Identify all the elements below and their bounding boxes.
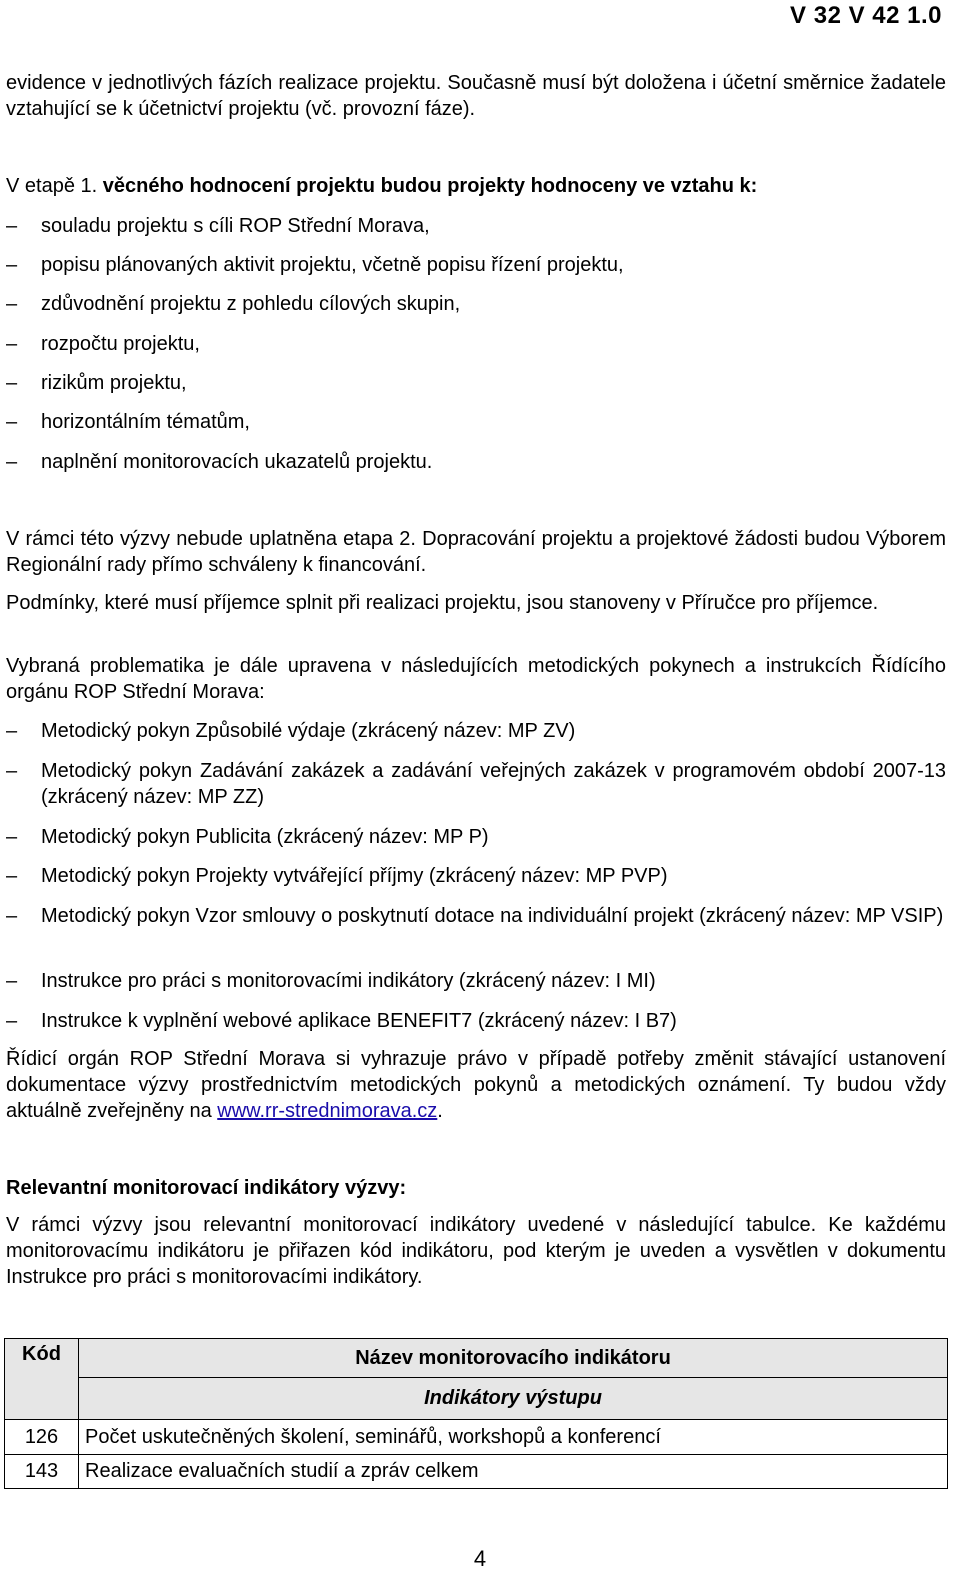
header-indicator-name: Název monitorovacího indikátoru xyxy=(79,1339,948,1378)
bullet-dash: – xyxy=(6,293,18,315)
bullet-dash: – xyxy=(6,333,18,355)
list-item-text: popisu plánovaných aktivit projektu, včetně popisu řízení projektu, xyxy=(41,254,624,276)
bullet-dash: – xyxy=(6,451,18,473)
list-item xyxy=(6,409,946,435)
bullet-dash: – xyxy=(6,372,18,394)
list-item-text: Metodický pokyn Projekty vytvářející příjmy (zkrácený název: MP PVP) xyxy=(41,865,668,887)
bullet-dash: – xyxy=(6,411,18,433)
subheader-output-indicators: Indikátory výstupu xyxy=(79,1378,948,1420)
page-number: 4 xyxy=(473,1546,487,1571)
list-item-text: Metodický pokyn Vzor smlouvy o poskytnutí dotace na individuální projekt (zkrácený název: MP VSIP) xyxy=(41,905,944,927)
bullet-dash: – xyxy=(6,254,18,276)
intro-paragraph: evidence v jednotlivých fázích realizace projektu. Současně musí být doložena i účetní směrnice žadatele vztahující se k účetnictví projektu (vč. provozní fáze). xyxy=(6,72,946,120)
bullet-dash: – xyxy=(6,970,18,992)
list-item xyxy=(6,758,946,810)
table-row xyxy=(5,1420,948,1455)
list-item xyxy=(6,1008,946,1034)
row-code: 126 xyxy=(5,1420,79,1455)
indicators-table xyxy=(4,1338,948,1489)
list-item xyxy=(6,718,946,744)
reserve-text: Řídicí orgán ROP Střední Morava si vyhrazuje právo v případě potřeby změnit stávající ustanovení dokumentace výzvy prostřednictvím metodických pokynů a metodických oznámení. Ty budou vždy aktuálně zveřejněny na xyxy=(6,1048,946,1122)
indicators-paragraph: V rámci výzvy jsou relevantní monitorovací indikátory uvedené v následující tabulce. Ke každému monitorovacímu indikátoru je přiřazen kód indikátoru, pod kterým je uveden a vysvětlen v dokumentu Instrukce pro práci s monitorovacími indikátory. xyxy=(6,1214,946,1288)
list-item-text: Instrukce k vyplnění webové aplikace BENEFIT7 (zkrácený název: I B7) xyxy=(41,1010,677,1032)
conditions-paragraph: Podmínky, které musí příjemce splnit při realizaci projektu, jsou stanoveny v Příručce pro příjemce. xyxy=(6,592,879,614)
indicators-heading: Relevantní monitorovací indikátory výzvy: xyxy=(6,1177,407,1199)
list-item xyxy=(6,968,946,994)
bullet-dash: – xyxy=(6,760,18,782)
bullet-dash: – xyxy=(6,826,18,848)
list-item-text: Metodický pokyn Způsobilé výdaje (zkrácený název: MP ZV) xyxy=(41,720,576,742)
list-item-text: souladu projektu s cíli ROP Střední Morava, xyxy=(41,215,430,237)
list-item-text: naplnění monitorovacích ukazatelů projektu. xyxy=(41,451,433,473)
list-item-text: zdůvodnění projektu z pohledu cílových skupin, xyxy=(41,293,461,315)
bullet-dash: – xyxy=(6,865,18,887)
bullet-dash: – xyxy=(6,215,18,237)
row-code: 143 xyxy=(5,1455,79,1489)
header-code: Kód xyxy=(5,1339,79,1420)
stage1-intro-bold: věcného hodnocení projektu budou projekty hodnoceny ve vztahu k: xyxy=(102,175,758,197)
list-item xyxy=(6,370,946,396)
list-item-text: rizikům projektu, xyxy=(41,372,187,394)
reserve-end: . xyxy=(437,1100,443,1122)
stage1-intro xyxy=(6,173,946,199)
list-item-text: Metodický pokyn Zadávání zakázek a zadávání veřejných zakázek v programovém období 2007-13 (zkrácený název: MP ZZ) xyxy=(41,760,946,808)
list-item-text: rozpočtu projektu, xyxy=(41,333,200,355)
list-item-text: horizontálním tématům, xyxy=(41,411,250,433)
bullet-dash: – xyxy=(6,905,18,927)
stage2-paragraph: V rámci této výzvy nebude uplatněna etapa 2. Dopracování projektu a projektové žádosti budou Výborem Regionální rady přímo schváleny k financování. xyxy=(6,528,946,576)
guidelines-intro-paragraph: Vybraná problematika je dále upravena v následujících metodických pokynech a instrukcích Řídícího orgánu ROP Střední Morava: xyxy=(6,655,946,703)
bullet-dash: – xyxy=(6,1010,18,1032)
list-item xyxy=(6,331,946,357)
row-name: Počet uskutečněných školení, seminářů, workshopů a konferencí xyxy=(79,1420,948,1455)
table-subheader-row xyxy=(5,1378,948,1420)
table-row xyxy=(5,1455,948,1489)
row-name: Realizace evaluačních studií a zpráv celkem xyxy=(79,1455,948,1489)
list-item xyxy=(6,863,946,889)
list-item xyxy=(6,903,946,929)
list-item xyxy=(6,449,946,475)
website-link[interactable]: www.rr-strednimorava.cz xyxy=(217,1100,438,1122)
list-item xyxy=(6,213,946,239)
reserve-paragraph xyxy=(6,1046,946,1124)
table-header-row xyxy=(5,1339,948,1378)
list-item xyxy=(6,824,946,850)
list-item-text: Metodický pokyn Publicita (zkrácený název: MP P) xyxy=(41,826,489,848)
list-item xyxy=(6,252,946,278)
bullet-dash: – xyxy=(6,720,18,742)
stage1-intro-prefix: V etapě 1. xyxy=(6,175,103,197)
list-item xyxy=(6,291,946,317)
document-code-header: V 32 V 42 1.0 xyxy=(790,2,942,29)
list-item-text: Instrukce pro práci s monitorovacími indikátory (zkrácený název: I MI) xyxy=(41,970,656,992)
